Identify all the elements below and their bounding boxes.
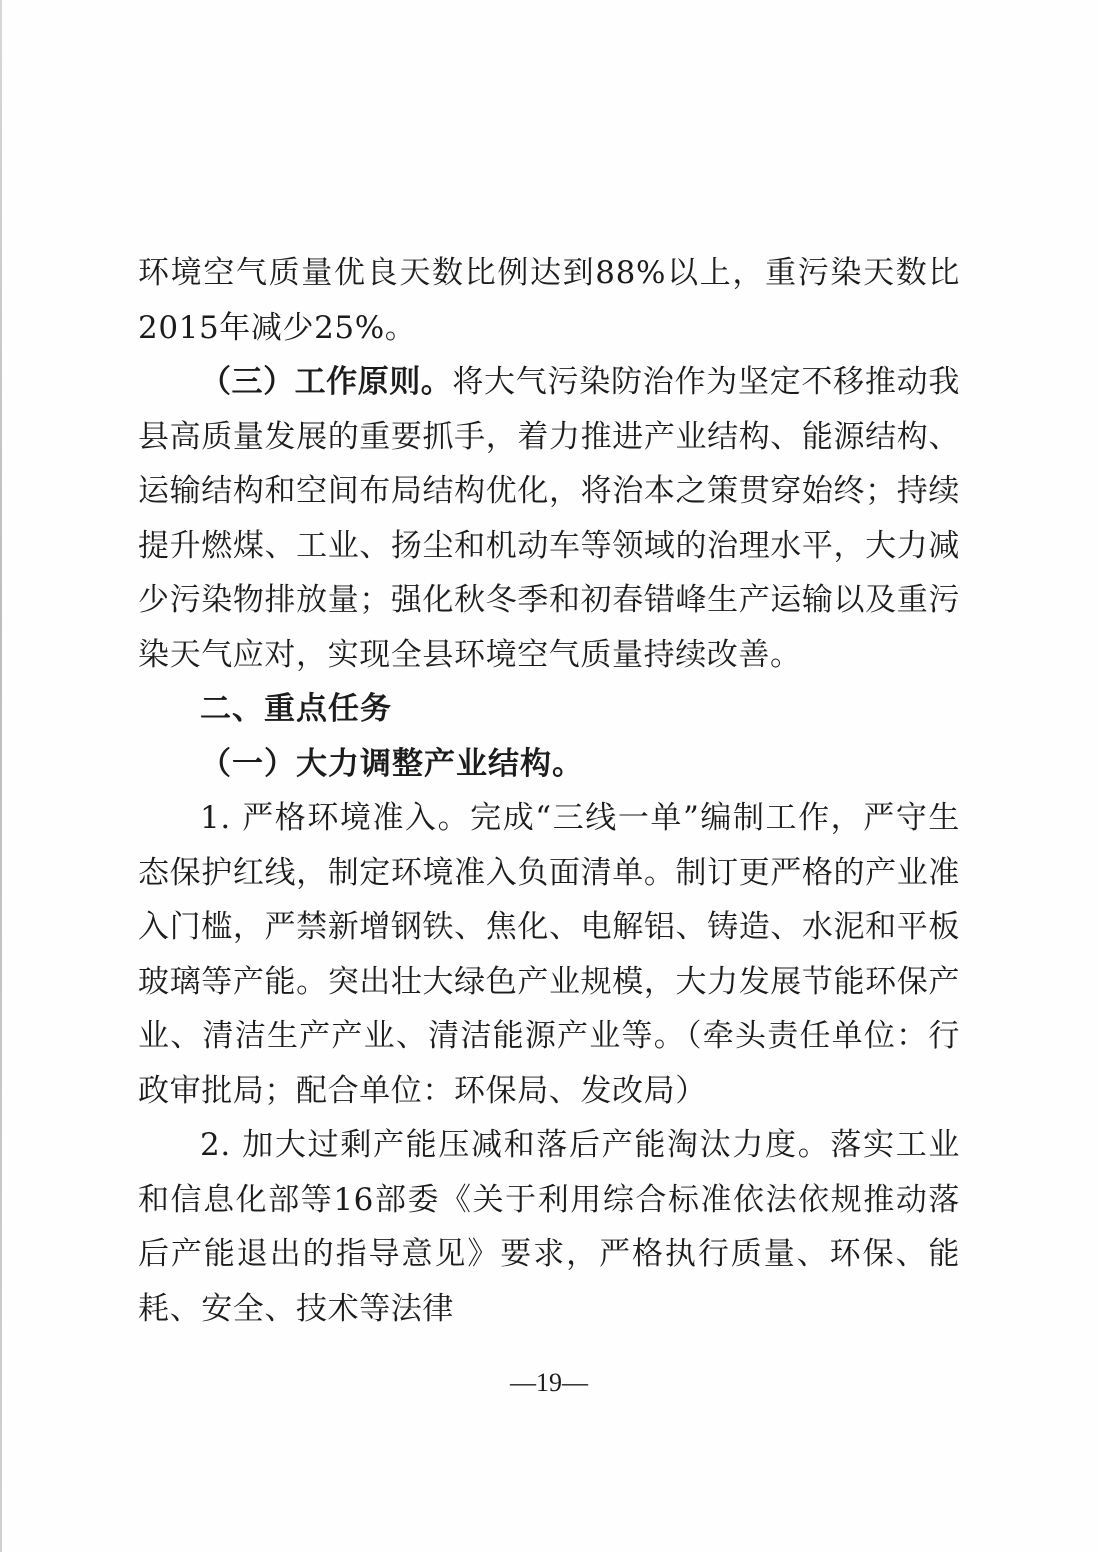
- paragraph-lead-heading: （三）工作原则。: [200, 364, 453, 400]
- page-number: —19—: [510, 1368, 588, 1397]
- paragraph-work-principles: [138, 355, 960, 682]
- list-item-environment-access: [138, 791, 960, 1118]
- paragraph-text: 环境空气质量优良天数比例达到88%以上，重污染天数比2015年减少25%。: [138, 255, 960, 346]
- list-item-capacity-reduction: [138, 1118, 960, 1336]
- scan-edge: [0, 0, 2, 1552]
- paragraph-text: 将大气污染防治作为坚定不移推动我县高质量发展的重要抓手，着力推进产业结构、能源结构、运输结构和空间布局结构优化，将治本之策贯穿始终；持续提升燃煤、工业、扬尘和机动车等领域的治理水平，大力减少污染物排放量；强化秋冬季和初春错峰生产运输以及重污染天气应对，实现全县环境空气质量持续改善。: [138, 364, 960, 673]
- section-heading: 二、重点任务: [200, 691, 392, 727]
- list-item-text: 1. 严格环境准入。完成“三线一单”编制工作，严守生态保护红线，制定环境准入负面清单。制订更严格的产业准入门槛，严禁新增钢铁、焦化、电解铝、铸造、水泥和平板玻璃等产能。突出壮大绿色产业规模，大力发展节能环保产业、清洁生产产业、清洁能源产业等。（牵头责任单位：行政审批局；配合单位：环保局、发改局）: [138, 800, 960, 1109]
- list-item-text: 2. 加大过剩产能压减和落后产能淘汰力度。落实工业和信息化部等16部委《关于利用综合标准依法依规推动落后产能退出的指导意见》要求，严格执行质量、环保、能耗、安全、技术等法律: [138, 1127, 960, 1327]
- document-body: [138, 246, 960, 1336]
- paragraph-target-continuation: [138, 246, 960, 355]
- subsection-heading: （一）大力调整产业结构。: [200, 745, 584, 782]
